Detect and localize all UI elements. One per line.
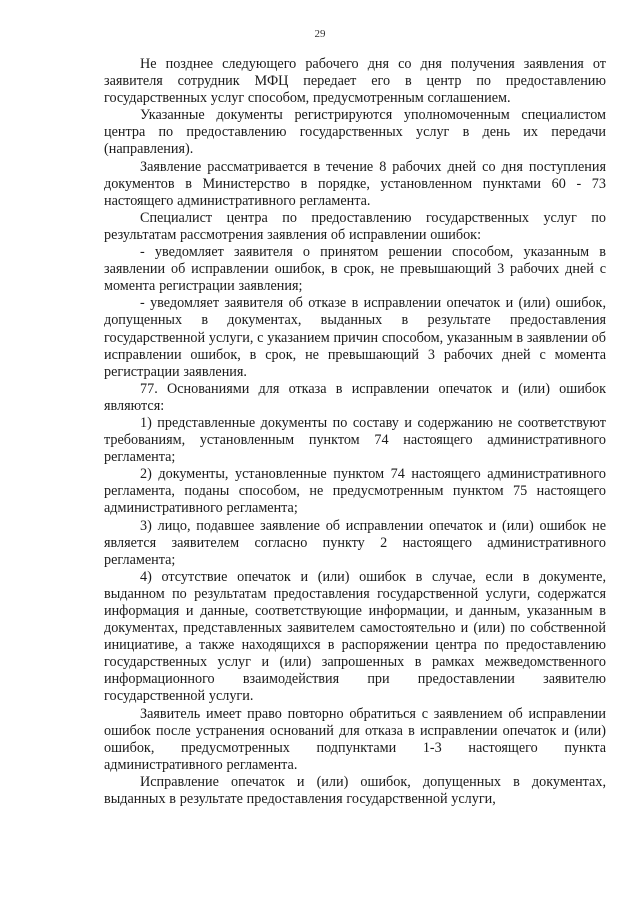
paragraph-registration: Указанные документы регистрируются уполномоченным специалистом центра по предоставлению государственных услуг в день их передачи (направления). — [104, 107, 606, 158]
paragraph-mfc-transfer: Не позднее следующего рабочего дня со дня получения заявления от заявителя сотрудник МФЦ передает его в центр по предоставлению государственных услуг способом, предусмотренным соглашением. — [104, 56, 606, 107]
list-item-ground-3: 3) лицо, подавшее заявление об исправлении опечаток и (или) ошибок не является заявителем согласно пункту 2 настоящего административного регламента; — [104, 517, 606, 568]
paragraph-correction: Исправление опечаток и (или) ошибок, допущенных в документах, выданных в результате предоставления государственной услуги, — [104, 773, 606, 808]
page-number: 29 — [314, 28, 326, 40]
paragraph-reapply: Заявитель имеет право повторно обратиться с заявлением об исправлении ошибок после устранения оснований для отказа в исправлении опечаток и (или) ошибок, предусмотренных подпунктами 1-3 настоящего пункта административного регламента. — [104, 705, 606, 773]
list-item-notify-decision: - уведомляет заявителя о принятом решении способом, указанным в заявлении об исправлении ошибок, в срок, не превышающий 3 рабочих дней с момента регистрации заявления; — [104, 244, 606, 295]
paragraph-clause-77: 77. Основаниями для отказа в исправлении опечаток и (или) ошибок являются: — [104, 380, 606, 414]
list-item-ground-2: 2) документы, установленные пунктом 74 настоящего административного регламента, поданы способом, не предусмотренным пунктом 75 настоящего административного регламента; — [104, 466, 606, 517]
list-item-ground-1: 1) представленные документы по составу и содержанию не соответствуют требованиям, установленным пунктом 74 настоящего административного регламента; — [104, 414, 606, 466]
list-item-ground-4: 4) отсутствие опечаток и (или) ошибок в случае, если в документе, выданном по результатам предоставления государственной услуги, содержатся информация и данные, соответствующие информации, и данным, указанным в документах, представленных заявителем самостоятельно и (или) по собственной инициативе, а также находящихся в распоряжении центра по предоставлению государственных услуг и (или) запрошенных в рамках межведомственного информационного взаимодействия при предоставлении заявителю государственной услуги. — [104, 568, 606, 705]
paragraph-specialist-action: Специалист центра по предоставлению государственных услуг по результатам рассмотрения заявления об исправлении ошибок: — [104, 209, 606, 243]
list-item-notify-refusal: - уведомляет заявителя об отказе в исправлении опечаток и (или) ошибок, допущенных в документах, выданных в результате предоставления государственной услуги, с указанием причин способом, указанным в заявлении об исправлении ошибок, в срок, не превышающий 3 рабочих дней с момента регистрации заявления. — [104, 295, 606, 380]
document-body — [104, 56, 606, 808]
paragraph-review-period: Заявление рассматривается в течение 8 рабочих дней со дня поступления документов в Министерство в порядке, установленном пунктами 60 - 73 настоящего административного регламента. — [104, 158, 606, 209]
